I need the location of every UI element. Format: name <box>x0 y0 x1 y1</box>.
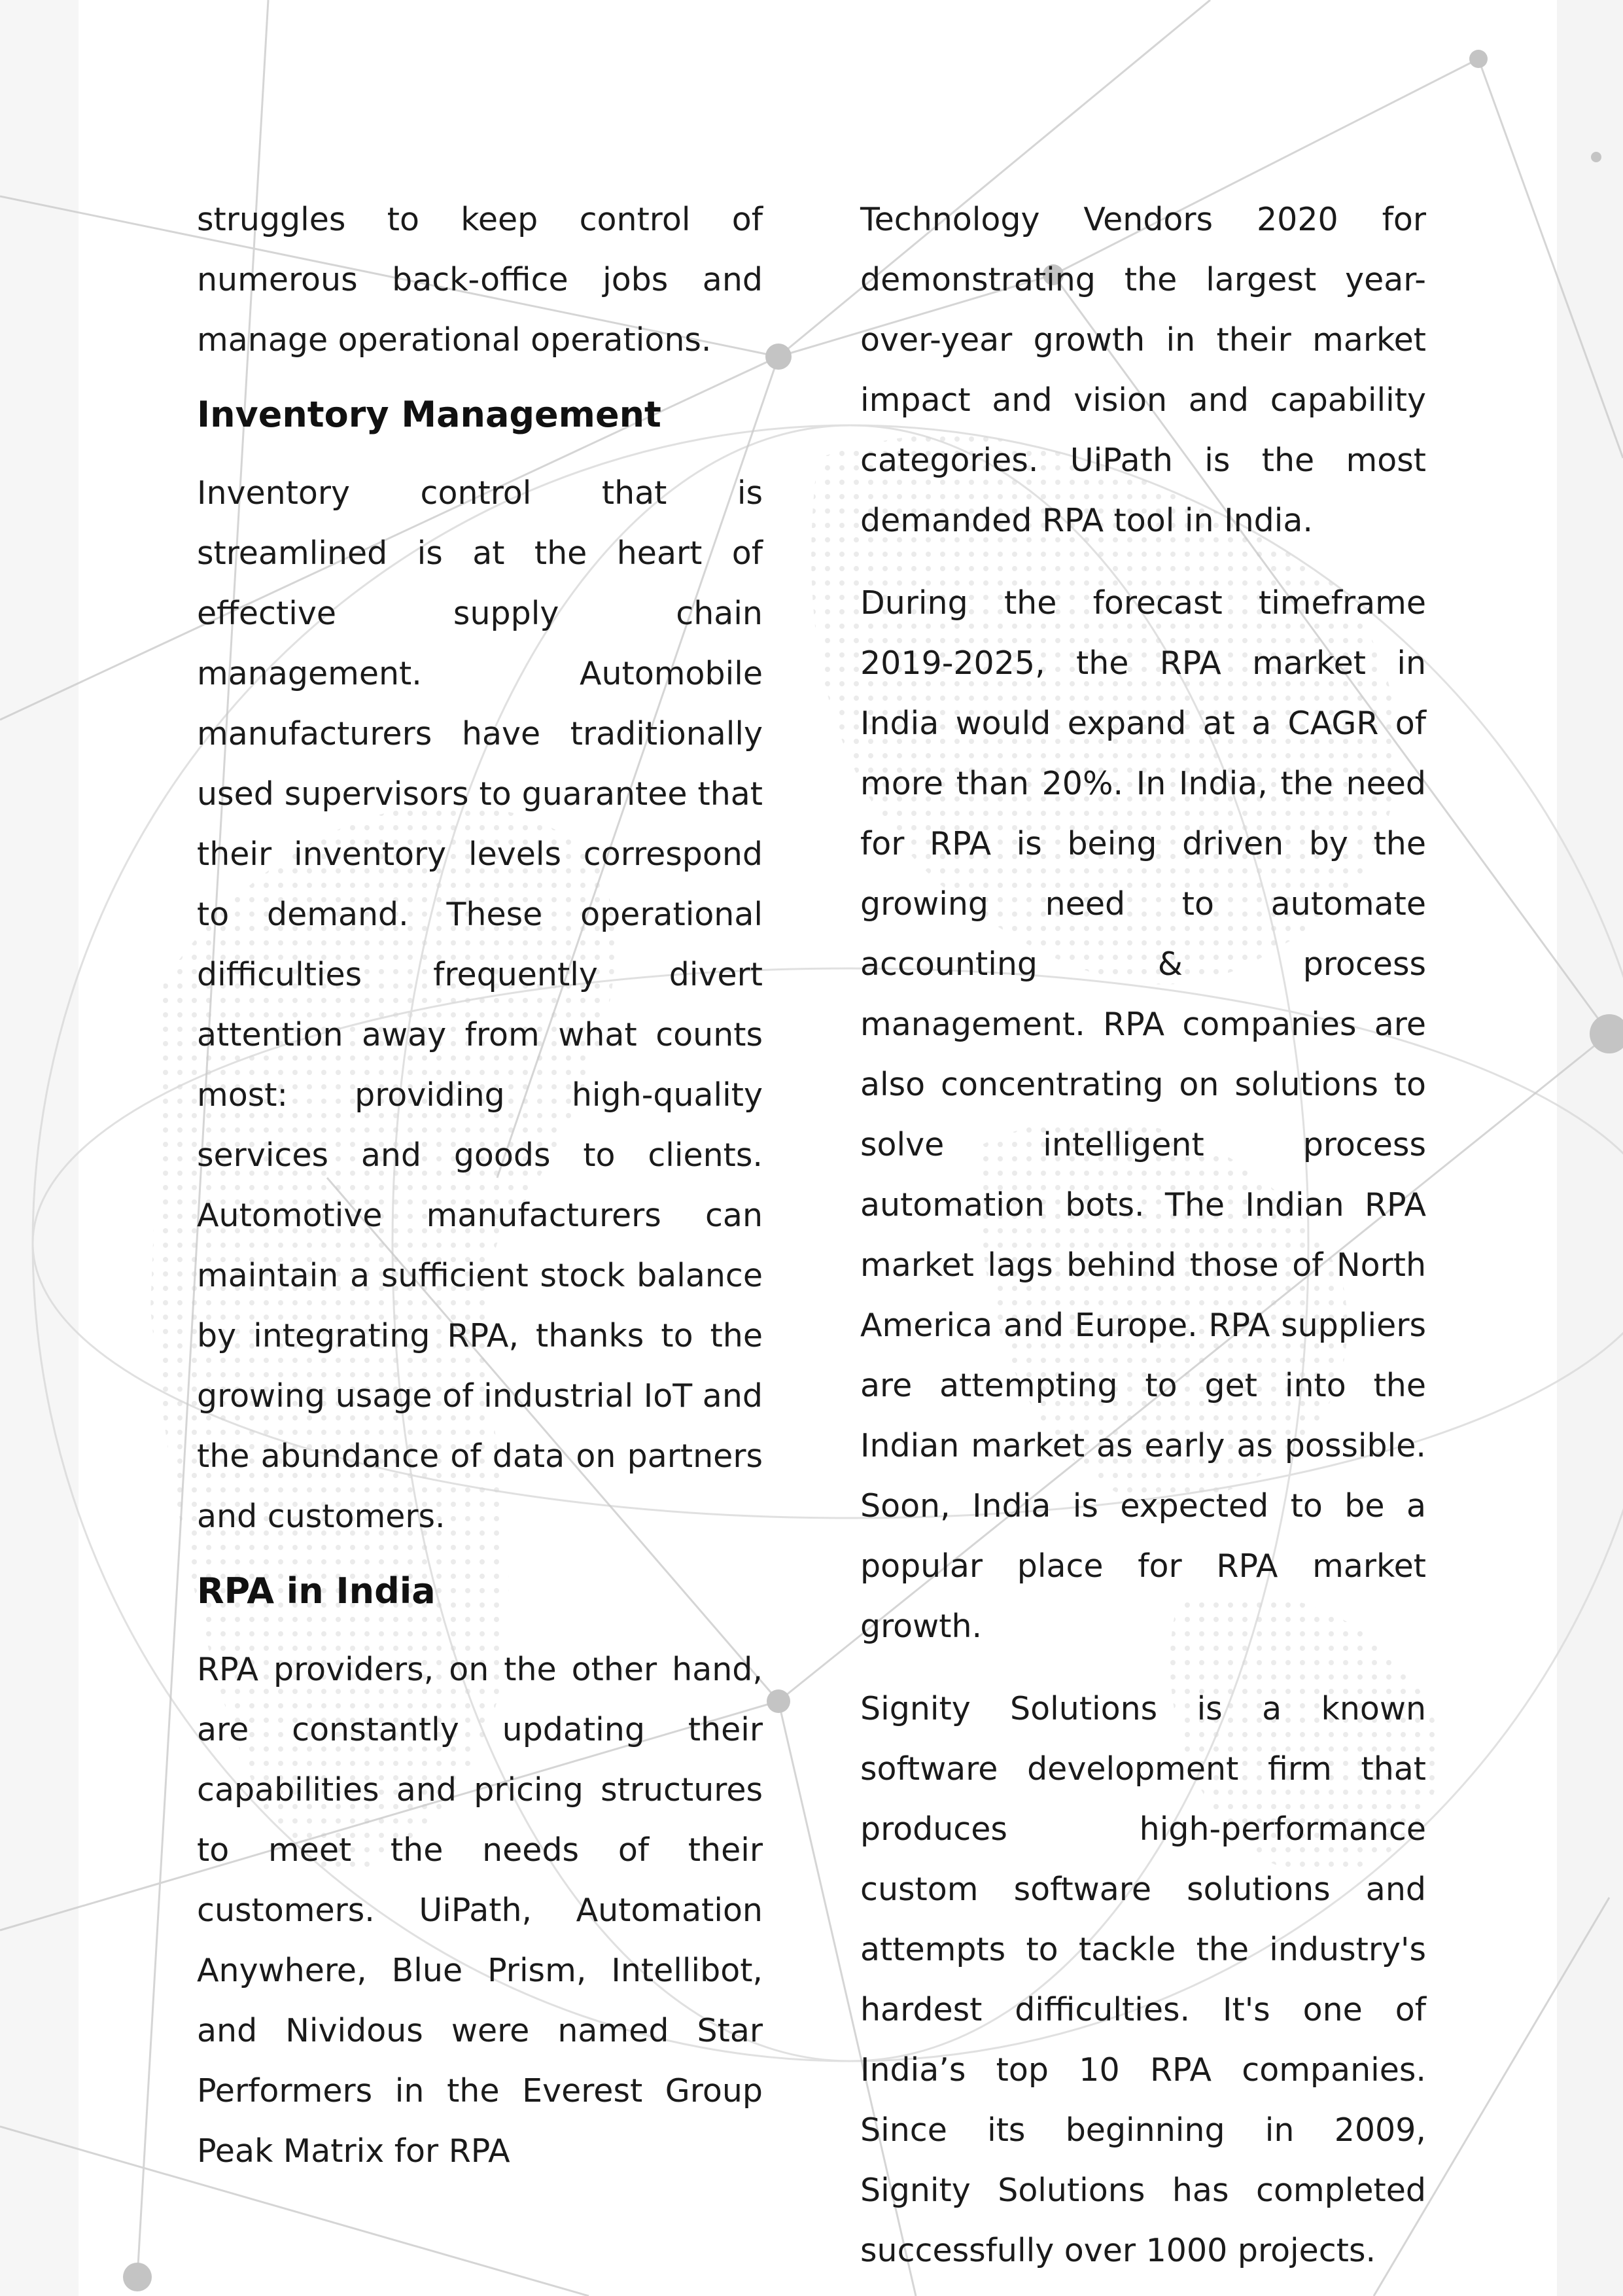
rpa-in-india-heading: RPA in India <box>197 1570 436 1612</box>
left-column <box>197 190 763 2181</box>
inventory-management-paragraph: Inventory control that is streamlined is at the heart of effective supply chain management. Automobile manufacturers have traditionally used supervisors to guarantee that their inventory levels correspond to demand. These operational difficulties frequently divert attention away from what counts most: providing high-quality services and goods to clients. Automotive manufacturers can maintain a sufficient stock balance by integrating RPA, thanks to the growing usage of industrial IoT and the abundance of data on partners and customers. <box>197 474 763 1535</box>
intro-continued-paragraph: struggles to keep control of numerous back-office jobs and manage operational operations. <box>197 201 763 359</box>
right-column <box>860 190 1426 2281</box>
rpa-vendors-continued-paragraph: Technology Vendors 2020 for demonstrating the largest year-over-year growth in their market impact and vision and capability categories. UiPath is the most demanded RPA tool in India. <box>860 201 1426 539</box>
inventory-management-heading: Inventory Management <box>197 394 661 435</box>
rpa-in-india-paragraph: RPA providers, on the other hand, are constantly updating their capabilities and pricing structures to meet the needs of their customers. UiPath, Automation Anywhere, Blue Prism, Intellibot, and Nividous were named Star Performers in the Everest Group Peak Matrix for RPA <box>197 1651 763 2170</box>
signity-solutions-paragraph: Signity Solutions is a known software development firm that produces high-performance custom software solutions and attempts to tackle the industry's hardest difficulties. It's one of India’s top 10 RPA companies. Since its beginning in 2009, Signity Solutions has completed successfully over 1000 projects. <box>860 1690 1426 2269</box>
forecast-paragraph: During the forecast timeframe 2019-2025, the RPA market in India would expand at a CAGR of more than 20%. In India, the need for RPA is being driven by the growing need to automate accounting & process management. RPA companies are also concentrating on solutions to solve intelligent process automation bots. The Indian RPA market lags behind those of North America and Europe. RPA suppliers are attempting to get into the Indian market as early as possible. Soon, India is expected to be a popular place for RPA market growth. <box>860 584 1426 1645</box>
